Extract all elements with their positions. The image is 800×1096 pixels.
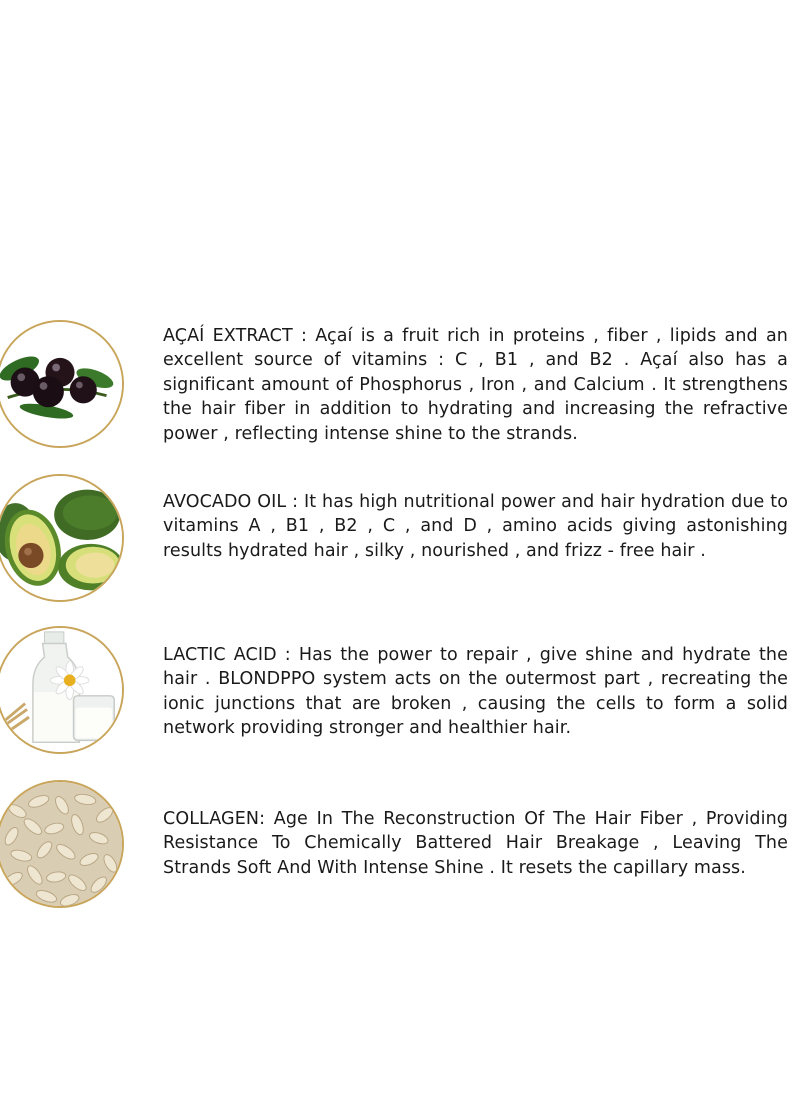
avocado-icon bbox=[0, 474, 124, 602]
lactic-acid-description: LACTIC ACID : Has the power to repair , give shine and hydrate the hair . BLONDPPO system acts on the outermost part , recreating the ionic junctions that are broken , causing the cells to form a solid network providing stronger and healthier hair. bbox=[163, 645, 788, 739]
sunflower-seeds-icon bbox=[0, 780, 124, 908]
collagen-description: COLLAGEN: Age In The Reconstruction Of The Hair Fiber , Providing Resistance To Chemically Battered Hair Breakage , Leaving The Strands Soft And With Intense Shine . It resets the capillary mass. bbox=[163, 809, 788, 878]
milk-daisy-icon bbox=[0, 626, 124, 754]
acai-description: AÇAÍ EXTRACT : Açaí is a fruit rich in proteins , fiber , lipids and an excellent source of vitamins : C , B1 , and B2 . Açaí also has a significant amount of Phosphorus , Iron , and Calcium . It strengthens the hair fiber in addition to hydrating and increasing the refractive power , reflecting intense shine to the strands. bbox=[163, 326, 788, 444]
avocado-description: AVOCADO OIL : It has high nutritional power and hair hydration due to vitamins A , B1 , B2 , C , and D , amino acids giving astonishing results hydrated hair , silky , nourished , and frizz - free hair . bbox=[163, 492, 788, 561]
acai-berries-icon bbox=[0, 320, 124, 448]
